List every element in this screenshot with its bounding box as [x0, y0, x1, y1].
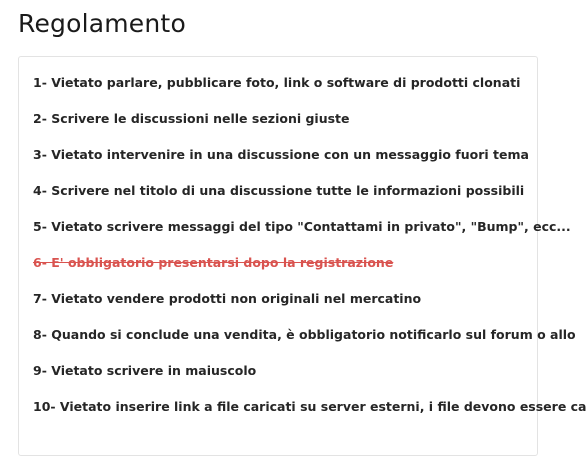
rules-panel	[18, 56, 587, 456]
rule-item-2: 2- Scrivere le discussioni nelle sezioni giuste	[33, 111, 350, 126]
rule-item-7: 7- Vietato vendere prodotti non originali nel mercatino	[33, 291, 422, 306]
rule-item-1: 1- Vietato parlare, pubblicare foto, link o software di prodotti clonati	[33, 75, 521, 90]
rule-item-10: 10- Vietato inserire link a file caricati su server esterni, i file devono essere ca	[33, 399, 587, 414]
rule-item-3: 3- Vietato intervenire in una discussione con un messaggio fuori tema	[33, 147, 529, 162]
rule-item-4: 4- Scrivere nel titolo di una discussione tutte le informazioni possibili	[33, 183, 525, 198]
rule-item-5: 5- Vietato scrivere messaggi del tipo "Contattami in privato", "Bump", ecc...	[33, 219, 571, 234]
page-title: Regolamento	[18, 9, 186, 38]
rule-item-9: 9- Vietato scrivere in maiuscolo	[33, 363, 257, 378]
rule-item-8: 8- Quando si conclude una vendita, è obbligatorio notificarlo sul forum o allo	[33, 327, 576, 342]
rules-list	[33, 73, 587, 433]
rule-item-6: 6- E' obbligatorio presentarsi dopo la registrazione	[33, 255, 394, 270]
